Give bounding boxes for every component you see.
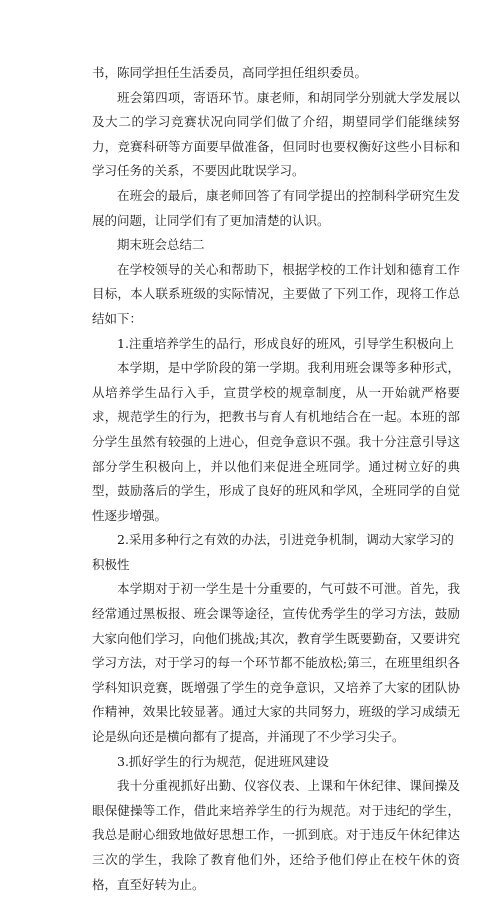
paragraph-2: 本学期对于初一学生是十分重要的，气可鼓不可泄。首先，我经常通过黑板报、班会课等途径，宣传优秀学生的学习方法，鼓励大家向他们学习，向他们挑战;其次，教育学生既要勤奋，又要讲究学习方法，对于学习的每一个环节都不能放松;第三，在班里组织各学科知识竞赛，既增强了学生的竞争意识，又培养了大家的团队协作精神，效果比较显著。通过大家的共同努力，班级的学习成绩无论是纵向还是横向都有了提高，并涌现了不少学习尖子。 <box>92 581 460 745</box>
paragraph-message-session: 班会第四项，寄语环节。康老师，和胡同学分别就大学发展以及大二的学习竞赛状况向同学们做了介绍，期望同学们能继续努力，竞赛科研等方面要早做准备，但同时也要权衡好这些小目标和学习任务的关系，不要因此耽误学习。 <box>92 89 460 179</box>
subheading-2: 2.采用多种行之有效的办法，引进竞争机制，调动大家学习的积极性 <box>92 532 454 572</box>
paragraph-continuation: 书，陈同学担任生活委员，高同学担任组织委员。 <box>92 65 368 80</box>
paragraph-closing: 在班会的最后，康老师回答了有同学提出的控制科学研究生发展的问题，让同学们有了更加清楚的认识。 <box>92 187 460 228</box>
paragraph-intro: 在学校领导的关心和帮助下，根据学校的工作计划和德育工作目标，本人联系班级的实际情况，主要做了下列工作，现将工作总结如下： <box>92 261 460 326</box>
section-title: 期末班会总结二 <box>117 237 205 253</box>
subheading-1: 1.注重培养学生的品行，形成良好的班风，引导学生积极向上 <box>117 335 454 351</box>
paragraph-1: 本学期，是中学阶段的第一学期。我利用班会课等多种形式，从培养学生品行入手，宣贯学校的规章制度，从一开始就严格要求，规范学生的行为，把教书与育人有机地结合在一起。本班的部分学生虽然有较强的上进心，但竞争意识不强。我十分注意引导这部分学生积极向上，并以他们来促进全班同学。通过树立好的典型，鼓励落后的学生，形成了良好的班风和学风，全班同学的自觉性逐步增强。 <box>92 360 460 523</box>
subheading-3: 3.抓好学生的行为规范，促进班风建设 <box>117 753 329 769</box>
paragraph-3: 我十分重视抓好出勤、仪容仪表、上课和午休纪律、课间操及眼保健操等工作，借此来培养学生的行为规范。对于违纪的学生，我总是耐心细致地做好思想工作，一抓到底。对于违反午休纪律达三次的学生，我除了教育他们外，还给予他们停止在校午休的资格，直至好转为止。 <box>92 778 460 892</box>
